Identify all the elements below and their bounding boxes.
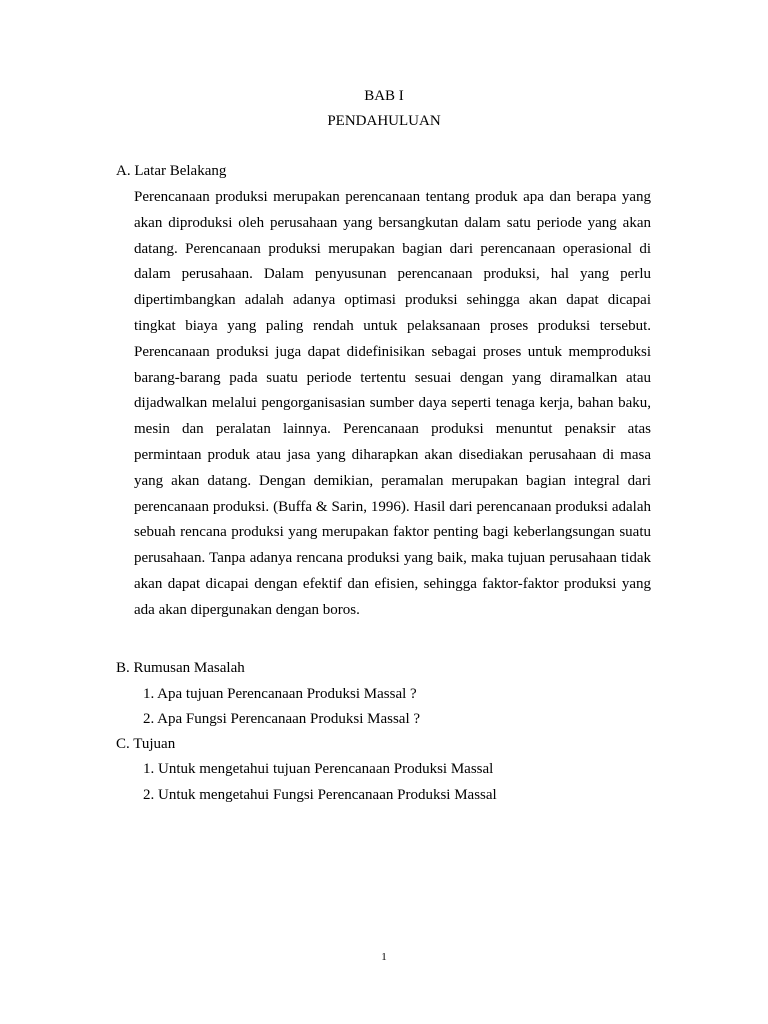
section-c-heading: C. Tujuan [116, 736, 176, 752]
section-b-item-1: 1. Apa tujuan Perencanaan Produksi Massal ? [143, 686, 417, 702]
section-b-heading: B. Rumusan Masalah [116, 660, 245, 676]
chapter-title: PENDAHULUAN [327, 113, 441, 129]
section-b-item-2: 2. Apa Fungsi Perencanaan Produksi Massal ? [143, 711, 421, 727]
section-a-paragraph: Perencanaan produksi merupakan perencanaan tentang produk apa dan berapa yang akan diproduksi oleh perusahaan yang bersangkutan dalam satu periode yang akan datang. Perencanaan produksi merupakan bagian dari perencanaan operasional di dalam perusahaan. Dalam penyusunan perencanaan produksi, hal yang perlu dipertimbangkan adalah adanya optimasi produksi sehingga akan dapat dicapai tingkat biaya yang paling rendah untuk pelaksanaan proses produksi tersebut. Perencanaan produksi juga dapat didefinisikan sebagai proses untuk memproduksi barang-barang pada suatu periode tertentu sesuai dengan yang diramalkan atau dijadwalkan melalui pengorganisasian sumber daya seperti tenaga kerja, bahan baku, mesin dan peralatan lainnya. Perencanaan produksi menuntut penaksir atas permintaan produk atau jasa yang diharapkan akan disediakan perusahaan di masa yang akan datang. Dengan demikian, peramalan merupakan bagian integral dari perencanaan produksi. (Buffa & Sarin, 1996). Hasil dari perencanaan produksi adalah sebuah rencana produksi yang merupakan faktor penting bagi keberlangsungan suatu perusahaan. Tanpa adanya rencana produksi yang baik, maka tujuan perusahaan tidak akan dapat dicapai dengan efektif dan efisien, sehingga faktor-faktor produksi yang ada akan dipergunakan dengan boros. [134, 189, 651, 618]
section-c-item-2: 2. Untuk mengetahui Fungsi Perencanaan Produksi Massal [143, 787, 497, 803]
page-number: 1 [381, 951, 387, 963]
section-c-item-1: 1. Untuk mengetahui tujuan Perencanaan Produksi Massal [143, 761, 494, 777]
chapter-number: BAB I [364, 88, 404, 104]
section-a-heading: A. Latar Belakang [116, 163, 227, 179]
